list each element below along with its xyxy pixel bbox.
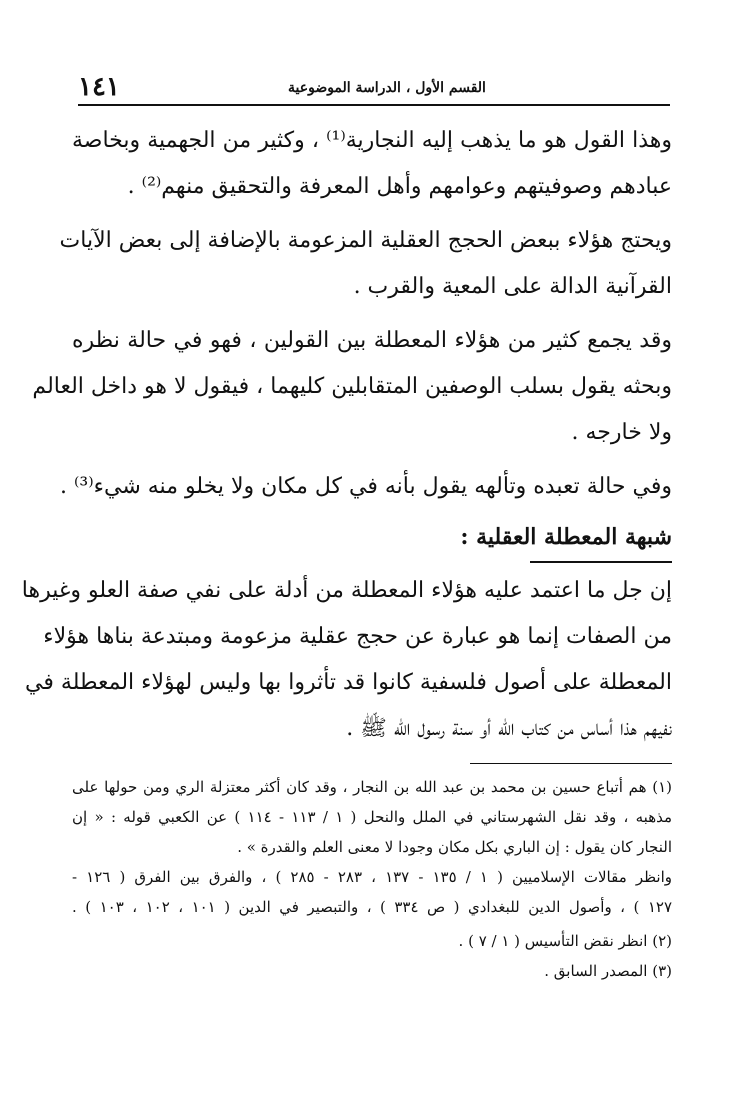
footnote-line: (٣) المصدر السابق . bbox=[544, 962, 672, 980]
footnote-line: النجار كان يقول : إن الباري بكل مكان وجودا لا معنى العلم والقدرة » . bbox=[237, 838, 672, 856]
section-line: إن جل ما اعتمد عليه هؤلاء المعطلة من أدلة على نفي صفة العلو وغيرها bbox=[21, 578, 672, 603]
footnote-separator bbox=[470, 763, 672, 764]
section-line: المعطلة على أصول فلسفية كانوا قد تأثروا بها وليس لهؤلاء المعطلة في bbox=[25, 670, 672, 695]
footnote-line: وانظر مقالات الإسلاميين ( ١ / ١٣٥ - ١٣٧ ، ٢٨٣ - ٢٨٥ ) ، والفرق بين الفرق ( ١٢٦ - bbox=[72, 868, 673, 886]
body-line: وبحثه يقول بسلب الوصفين المتقابلين كليهما ، فيقول لا هو داخل العالم bbox=[32, 374, 672, 399]
section-line: نفيهم هذا أساس من كتاب الله أو سنة رسول الله ﷺ . bbox=[346, 716, 672, 741]
body-line: وهذا القول هو ما يذهب إليه النجارية⁽¹⁾ ، وكثير من الجهمية وبخاصة bbox=[72, 128, 672, 153]
footnote-line: (١) هم أتباع حسين بن محمد بن عبد الله بن النجار ، وقد كان أكثر معتزلة الري ومن حولها على bbox=[72, 778, 672, 796]
footnote-line: ١٢٧ ) ، وأصول الدين للبغدادي ( ص ٣٣٤ ) ، والتبصير في الدين ( ١٠١ ، ١٠٢ ، ١٠٣ ) . bbox=[72, 898, 673, 916]
section-line: من الصفات إنما هو عبارة عن حجج عقلية مزعومة ومبتدعة بناها هؤلاء bbox=[43, 624, 672, 649]
body-line: ولا خارجه . bbox=[571, 420, 672, 445]
body-line: القرآنية الدالة على المعية والقرب . bbox=[353, 274, 672, 299]
section-heading: شبهة المعطلة العقلية : bbox=[460, 524, 672, 550]
page-header bbox=[78, 72, 670, 106]
body-line: وفي حالة تعبده وتألهه يقول بأنه في كل مكان ولا يخلو منه شيء⁽³⁾ . bbox=[60, 474, 672, 499]
header-rule bbox=[78, 104, 670, 106]
running-title: القسم الأول ، الدراسة الموضوعية bbox=[288, 80, 486, 96]
footnote-line: (٢) انظر نقض التأسيس ( ١ / ٧ ) . bbox=[458, 932, 672, 950]
body-line: وقد يجمع كثير من هؤلاء المعطلة بين القولين ، فهو في حالة نظره bbox=[72, 328, 672, 353]
heading-underline bbox=[530, 561, 672, 563]
page-number: ١٤١ bbox=[78, 72, 120, 102]
body-line: عبادهم وصوفيتهم وعوامهم وأهل المعرفة والتحقيق منهم⁽²⁾ . bbox=[127, 174, 672, 199]
footnote-line: مذهبه ، وقد نقل الشهرستاني في الملل والنحل ( ١ / ١١٣ - ١١٤ ) عن الكعبي قوله : « إن bbox=[72, 808, 673, 826]
body-line: ويحتج هؤلاء ببعض الحجج العقلية المزعومة بالإضافة إلى بعض الآيات bbox=[59, 228, 672, 253]
